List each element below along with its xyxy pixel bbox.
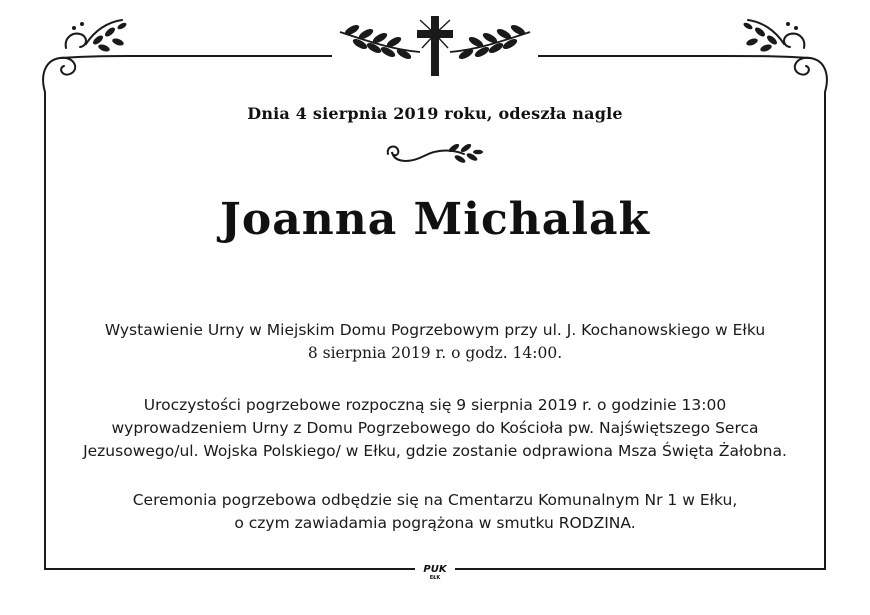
date-line: Dnia 4 sierpnia 2019 roku, odeszła nagle (247, 104, 623, 123)
paragraph-burial (40, 489, 830, 535)
paragraph-line: Uroczystości pogrzebowe rozpoczną się 9 sierpnia 2019 r. o godzinie 13:00 (143, 396, 727, 414)
paragraph-line: 8 sierpnia 2019 r. o godz. 14:00. (307, 344, 563, 362)
paragraph-funeral-ceremony (40, 394, 830, 463)
olive-branch-icon-right (450, 23, 530, 61)
corner-flourish-icon-left (43, 20, 145, 92)
paragraph-urn-display (40, 319, 830, 365)
paragraph-line: Wystawienie Urny w Miejskim Domu Pogrzebowym przy ul. J. Kochanowskiego w Ełku (104, 321, 766, 339)
paragraph-line: Jezusowego/ul. Wojska Polskiego/ w Ełku, gdzie zostanie odprawiona Msza Święta Żałobna. (83, 442, 787, 460)
paragraph-line: wyprowadzeniem Urny z Domu Pogrzebowego do Kościoła pw. Najświętszego Serca (111, 419, 759, 437)
divider-flourish-icon (384, 142, 484, 168)
deceased-name: Joanna Michalak (220, 194, 650, 245)
cross-icon (417, 16, 453, 76)
paragraph-line: o czym zawiadamia pogrążona w smutku RODZINA. (234, 514, 636, 532)
logo-main-text: PUK (423, 564, 447, 575)
olive-branch-icon-left (340, 23, 420, 61)
corner-flourish-icon-right (725, 20, 827, 92)
top-ornament (0, 0, 870, 100)
logo-sub-text: EŁK (429, 575, 441, 581)
puk-logo (415, 562, 455, 584)
paragraph-line: Ceremonia pogrzebowa odbędzie się na Cmentarzu Komunalnym Nr 1 w Ełku, (132, 491, 738, 509)
